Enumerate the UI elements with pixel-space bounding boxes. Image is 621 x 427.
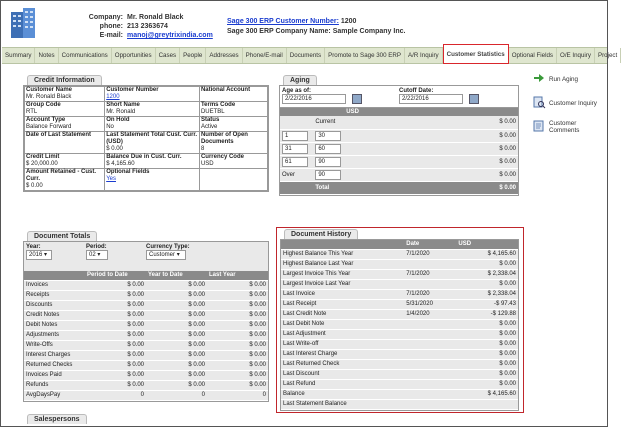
customer-name-label: Customer Name [26,87,73,93]
row-label: Write-Offs [24,341,85,351]
row-label: Last Interest Charge [281,350,404,360]
last-statement-date-label: Date of Last Statement [26,132,92,138]
row-value: 0 [207,391,268,401]
row-label: Discounts [24,301,85,311]
row-date: 1/4/2020 [404,310,456,320]
tab-opportunities[interactable]: Opportunities [112,48,156,63]
row-date: 7/1/2020 [404,250,456,260]
row-value: $ 0.00 [85,301,146,311]
company-value: Mr. Ronald Black [127,14,184,21]
usd-header: USD [456,240,518,250]
chevron-down-icon: ▾ [176,252,180,258]
customer-number-label: Customer Number [106,87,159,93]
row-label: Last Credit Note [281,310,404,320]
row-date: 7/1/2020 [404,270,456,280]
date-header: Date [404,240,456,250]
table-row [24,381,268,391]
sidebar-item-label: Customer Inquiry [549,99,597,107]
balance-due-label: Balance Due in Cust. Curr. [106,154,182,160]
run-aging-icon [528,72,549,86]
header-values [127,13,213,40]
cutoff-date-input[interactable]: 2/22/2016 [399,94,463,104]
calendar-icon[interactable] [352,94,362,104]
tab-communications[interactable]: Communications [59,48,112,63]
row-amount: $ 0.00 [456,350,518,360]
row-value: $ 0.00 [146,301,207,311]
row-label: Adjustments [24,331,85,341]
erp-number-label[interactable]: Sage 300 ERP Customer Number: [227,18,339,25]
customer-name-value: Mr. Ronald Black [26,94,72,100]
last-year-header: Last Year [207,271,268,281]
year-value: 2016 [29,252,43,258]
group-code-label: Group Code [26,102,61,108]
row-value: 0 [146,391,207,401]
credit-limit-value: $ 20,000.00 [26,161,58,167]
sidebar-item-label: Customer Comments [549,120,580,134]
row-value: $ 0.00 [146,331,207,341]
national-account-label: National Account [200,87,251,93]
row-value: $ 0.00 [85,351,146,361]
header-labels [41,13,123,40]
tab-people[interactable]: People [180,48,206,63]
document-totals-title: Document Totals [27,231,97,241]
document-history-title: Document History [284,229,358,239]
aging-to-input[interactable]: 90 [315,170,341,180]
row-value: $ 0.00 [85,361,146,371]
row-date: 5/31/2020 [404,300,456,310]
erp-company-label: Sage 300 ERP Company Name: [227,28,331,35]
aging-row [280,181,518,194]
aging-from-input[interactable]: 1 [282,131,308,141]
row-label: Last Debit Note [281,320,404,330]
company-label: Company: [88,14,123,21]
row-label: Last Invoice [281,290,404,300]
row-amount: $ 0.00 [456,280,518,290]
period-to-date-header: Period to Date [85,271,146,281]
amount-retained-label: Amount Retained - Cust. Curr. [26,169,96,182]
document-totals-table [24,271,268,401]
row-label: AvgDaysPay [24,391,85,401]
on-hold-value: No [106,124,114,130]
row-value: $ 0.00 [85,381,146,391]
row-label: Last Write-off [281,340,404,350]
tab-phone-e-mail[interactable]: Phone/E-mail [243,48,287,63]
calendar-icon[interactable] [469,94,479,104]
open-documents-label: Number of Open Documents [200,132,248,145]
row-amount: $ 0.00 [456,340,518,350]
row-amount: $ 0.00 [456,330,518,340]
row-label: Invoices [24,281,85,291]
row-value: $ 0.00 [85,371,146,381]
row-label: Last Receipt [281,300,404,310]
chevron-down-icon: ▾ [97,252,101,258]
group-code-value: RTL [26,109,38,115]
short-name-label: Short Name [106,102,140,108]
tab-addresses[interactable]: Addresses [206,48,242,63]
sidebar-item-label: Run Aging [549,75,579,83]
row-value: $ 0.00 [207,311,268,321]
row-label: Highest Balance Last Year [281,260,404,270]
row-value: $ 0.00 [85,341,146,351]
row-amount: $ 0.00 [456,380,518,390]
table-row [24,371,268,381]
row-date: 7/1/2020 [404,290,456,300]
status-label: Status [200,117,220,123]
row-value: $ 0.00 [85,311,146,321]
aging-table [280,108,518,195]
period-value: 02 [89,252,96,258]
row-label: Largest Invoice This Year [281,270,404,280]
row-label: Interest Charges [24,351,85,361]
row-value: $ 0.00 [146,371,207,381]
row-value: $ 0.00 [146,281,207,291]
row-value: 0 [85,391,146,401]
on-hold-label: On Hold [106,117,130,123]
tab-summary[interactable]: Summary [2,48,35,63]
row-value: $ 0.00 [146,351,207,361]
row-value: $ 0.00 [85,321,146,331]
table-row [24,311,268,321]
row-value: $ 0.00 [146,341,207,351]
sidebar-item-customer-comments[interactable] [528,115,606,139]
table-row [24,301,268,311]
row-label: Last Statement Balance [281,400,404,410]
row-label: Debit Notes [24,321,85,331]
row-amount: $ 0.00 [456,260,518,270]
tab-a-r-inquiry[interactable]: A/R Inquiry [405,48,443,63]
aging-amount: $ 0.00 [499,171,516,178]
row-value: $ 0.00 [207,341,268,351]
erp-company-value: Sample Company Inc. [332,28,406,35]
status-value: Active [200,124,218,130]
row-value: $ 0.00 [146,321,207,331]
last-statement-total-label: Last Statement Total Cust. Curr. (USD) [106,132,198,145]
currency-type-value: Customer [149,252,176,258]
phone-label: phone: [99,23,123,30]
amount-retained-value: $ 0.00 [26,183,43,189]
row-amount: $ 2,338.04 [456,270,518,280]
currency-code-label: Currency Code [200,154,244,160]
aging-amount: $ 0.00 [499,158,516,165]
tab-documents[interactable]: Documents [287,48,325,63]
aging-title: Aging [283,75,317,85]
row-amount: $ 2,338.04 [456,290,518,300]
credit-information-panel [23,75,269,192]
row-amount: -$ 97.43 [456,300,518,310]
row-value: $ 0.00 [146,291,207,301]
tab-promote-to-sage-300-erp[interactable]: Promote to Sage 300 ERP [325,48,405,63]
chevron-down-icon: ▾ [44,252,48,258]
aging-row [280,116,518,129]
row-label: Last Returned Check [281,360,404,370]
document-totals-panel [23,231,269,402]
row-value: $ 0.00 [207,291,268,301]
aging-currency-header: USD [344,108,368,116]
row-value: $ 0.00 [146,311,207,321]
row-value: $ 0.00 [207,381,268,391]
email-link[interactable]: manoj@greytrixindia.com [127,32,213,39]
aging-row [280,129,518,142]
aging-to-input[interactable]: 30 [315,131,341,141]
period-select[interactable] [86,250,108,260]
document-history-highlight [276,227,524,413]
aging-row [280,168,518,181]
header [1,1,607,45]
credit-limit-label: Credit Limit [26,154,60,160]
aging-from-input[interactable]: 31 [282,144,308,154]
row-amount: $ 0.00 [456,320,518,330]
terms-code-value: DUETBL [200,109,225,115]
salespersons-panel [23,414,269,424]
row-amount: $ 4,165.60 [456,390,518,400]
row-value: $ 0.00 [146,381,207,391]
table-row [24,291,268,301]
table-row [24,391,268,401]
row-label: Highest Balance This Year [281,250,404,260]
balance-due-value: $ 4,165.60 [106,161,135,167]
tab-bar [2,47,618,64]
tab-optional-fields[interactable]: Optional Fields [509,48,557,63]
table-row [24,331,268,341]
email-label: E-mail: [99,32,123,39]
row-value: $ 0.00 [207,301,268,311]
phone-value: 213 2363674 [127,23,168,30]
tab-cases[interactable]: Cases [156,48,181,63]
currency-code-value: USD [200,161,214,167]
open-documents-value: 8 [200,146,205,152]
table-row [24,361,268,371]
aging-to-input[interactable]: 60 [315,144,341,154]
row-value: $ 0.00 [85,291,146,301]
erp-info [227,17,405,37]
short-name-value: Mr. Ronald [106,109,136,115]
row-value: $ 0.00 [207,371,268,381]
account-type-value: Balance Forward [26,124,72,130]
year-to-date-header: Year to Date [146,271,207,281]
row-value: $ 0.00 [207,281,268,291]
tab-notes[interactable]: Notes [35,48,58,63]
sidebar-item-customer-inquiry[interactable] [528,91,606,115]
tab-project[interactable]: Project [595,48,621,63]
aging-amount: $ 0.00 [499,184,516,191]
row-label: Receipts [24,291,85,301]
year-select[interactable] [26,250,52,260]
row-amount: $ 0.00 [456,370,518,380]
aging-amount: $ 0.00 [499,145,516,152]
table-row [24,351,268,361]
row-label: Refunds [24,381,85,391]
currency-type-select[interactable] [146,250,186,260]
company-building-icon [9,6,39,40]
erp-number-value: 1200 [340,18,357,25]
row-value: $ 0.00 [207,361,268,371]
row-value: $ 0.00 [207,321,268,331]
aging-row [280,155,518,168]
customer-comments-icon [528,120,549,134]
tab-o-e-inquiry[interactable]: O/E Inquiry [557,48,595,63]
aging-to-input[interactable]: 90 [315,157,341,167]
row-label: Credit Notes [24,311,85,321]
row-value: $ 0.00 [207,331,268,341]
optional-fields-label: Optional Fields [106,169,150,175]
year-label: Year: [26,244,41,250]
currency-type-label: Currency Type: [146,244,190,250]
row-amount: -$ 129.88 [456,310,518,320]
row-label: Invoices Paid [24,371,85,381]
aging-amount: $ 0.00 [499,119,516,126]
period-label: Period: [86,244,107,250]
row-label: Largest Invoice Last Year [281,280,404,290]
terms-code-label: Terms Code [200,102,236,108]
aging-row-label: Current [315,119,336,126]
last-statement-total-value: $ 0.00 [106,146,123,152]
row-amount: $ 0.00 [456,360,518,370]
aging-from-input[interactable]: 61 [282,157,308,167]
row-label: Balance [281,390,404,400]
customer-inquiry-icon [528,96,549,110]
row-value: $ 0.00 [85,281,146,291]
customer-number-link[interactable]: 1200 [106,94,120,100]
account-type-label: Account Type [26,117,66,123]
aging-amount: $ 0.00 [499,132,516,139]
aging-panel [279,75,519,196]
row-value: $ 0.00 [146,361,207,371]
row-label: Last Refund [281,380,404,390]
row-label: Returned Checks [24,361,85,371]
aging-row-label: Over [282,171,296,178]
row-label: Last Adjustment [281,330,404,340]
table-row [24,341,268,351]
aging-row [280,142,518,155]
row-label: Last Discount [281,370,404,380]
row-value: $ 0.00 [207,351,268,361]
age-as-of-input[interactable]: 2/22/2016 [282,94,346,104]
optional-fields-link[interactable]: Yes [106,176,116,182]
age-as-of-label: Age as of: [282,88,312,94]
sidebar-item-run-aging[interactable] [528,67,606,91]
tab-customer-statistics[interactable]: Customer Statistics [443,44,509,64]
table-row [24,321,268,331]
table-row [24,281,268,291]
aging-row-label: Total [315,184,330,191]
cutoff-date-label: Cutoff Date: [399,88,434,94]
row-amount: $ 4,165.60 [456,250,518,260]
salespersons-title: Salespersons [27,414,87,424]
row-value: $ 0.00 [85,331,146,341]
credit-information-title: Credit Information [27,75,102,85]
action-sidebar [528,67,606,139]
